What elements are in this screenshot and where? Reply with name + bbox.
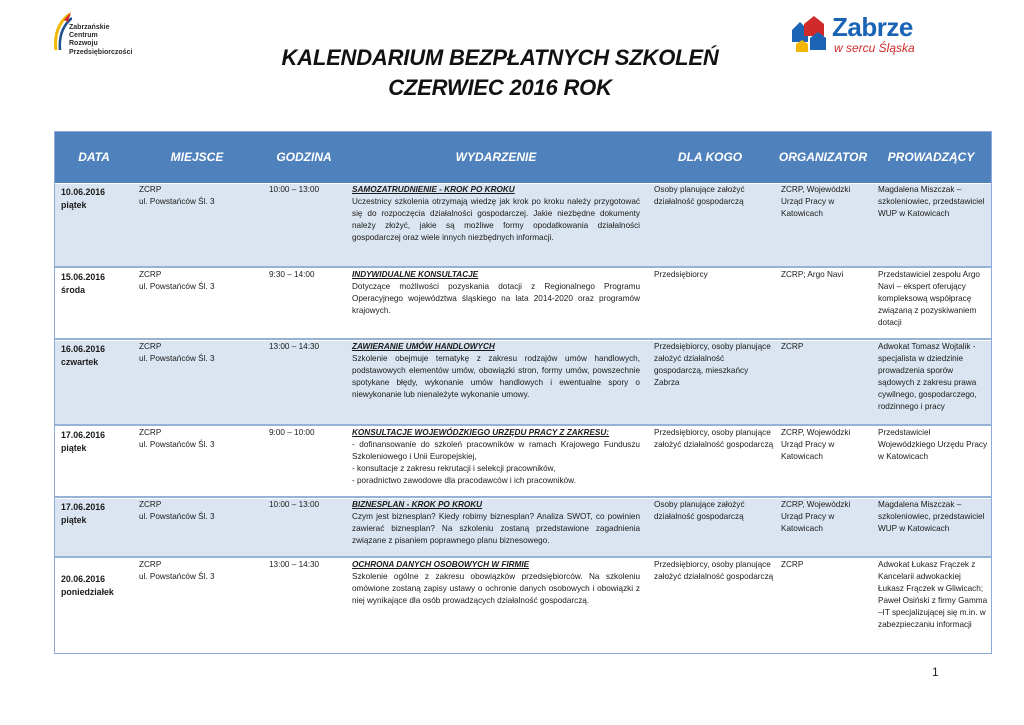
place-address: ul. Powstańców Śl. 3 bbox=[139, 512, 215, 521]
row-organizer: ZCRP bbox=[781, 560, 804, 569]
row-lead: Adwokat Łukasz Frączek z Kancelarii adwokackiej Łukasz Frączek w Gliwicach; Paweł Osiński z firmy Gamma –IT specjalizującej się m.in. w zabezpieczaniu informacji bbox=[878, 560, 988, 629]
page-number: 1 bbox=[932, 665, 939, 679]
row-place bbox=[139, 184, 261, 208]
row-event bbox=[352, 341, 640, 401]
table-header bbox=[55, 132, 991, 183]
col-header-lead: PROWADZĄCY bbox=[887, 150, 975, 164]
day-text: piątek bbox=[61, 515, 87, 525]
col-header-event: WYDARZENIE bbox=[455, 150, 537, 164]
day-text: czwartek bbox=[61, 357, 99, 367]
event-title: OCHRONA DANYCH OSOBOWYCH W FIRMIE bbox=[352, 560, 530, 569]
row-time: 10:00 – 13:00 bbox=[269, 185, 320, 194]
row-date bbox=[61, 429, 131, 455]
event-description: Czym jest biznesplan? Kiedy robimy biznesplan? Analiza SWOT, co powinien zawierać biznesplan? Na szkoleniu zostaną przedstawione zagadnienia związane z pisaniem poprawnego planu biznesowego. bbox=[352, 512, 640, 545]
event-title: KONSULTACJE WOJEWÓDZKIEGO URZĘDU PRACY Z ZAKRESU: bbox=[352, 428, 610, 437]
row-event bbox=[352, 559, 640, 607]
row-place bbox=[139, 427, 261, 451]
row-audience: Przedsiębiorcy, osoby planujące założyć działalność gospodarczą, mieszkańcy Zabrza bbox=[654, 342, 771, 387]
row-lead: Przedstawiciel Wojewódzkiego Urzędu Pracy w Katowicach bbox=[878, 428, 988, 461]
event-bullet: - dofinansowanie do szkoleń pracowników w ramach Krajowego Funduszu Szkoleniowego i Unii Europejskiej, bbox=[352, 440, 640, 461]
table-row bbox=[55, 183, 991, 267]
day-text: piątek bbox=[61, 200, 87, 210]
row-lead: Adwokat Tomasz Wojtalik - specjalista w dziedzinie prowadzenia sporów sądowych z zakresu prawa cywilnego, gospodarczego, rodzinnego i pracy bbox=[878, 342, 977, 411]
row-time: 9:30 – 14:00 bbox=[269, 270, 315, 279]
zabrze-wordmark: Zabrze bbox=[832, 12, 913, 42]
event-description: Uczestnicy szkolenia otrzymają wiedzę jak krok po kroku należy przygotować się do rozpoczęcia działalności gospodarczej. Jakie niezbędne dokumenty należy złożyć, jakie są możliwe formy opodatkowania działalności gospodarczej oraz wiele innych niezbędnych informacji. bbox=[352, 197, 640, 242]
row-audience: Przedsiębiorcy bbox=[654, 270, 708, 279]
col-header-time: GODZINA bbox=[276, 150, 332, 164]
date-text: 16.06.2016 bbox=[61, 344, 106, 354]
row-organizer: ZCRP, Wojewódzki Urząd Pracy w Katowicach bbox=[781, 500, 851, 533]
date-text: 17.06.2016 bbox=[61, 430, 106, 440]
row-audience: Osoby planujące założyć działalność gospodarczą bbox=[654, 500, 745, 521]
schedule-table bbox=[54, 131, 992, 654]
zcrp-line-3: Rozwoju bbox=[69, 40, 98, 48]
place-name: ZCRP bbox=[139, 500, 162, 509]
place-address: ul. Powstańców Śl. 3 bbox=[139, 354, 215, 363]
event-title: SAMOZATRUDNIENIE - KROK PO KROKU bbox=[352, 185, 515, 194]
row-event bbox=[352, 427, 640, 487]
row-place bbox=[139, 269, 261, 293]
event-bullet: - poradnictwo zawodowe dla pracodawców i ich pracowników. bbox=[352, 476, 576, 485]
table-row bbox=[55, 426, 991, 496]
table-row bbox=[55, 340, 991, 424]
row-date bbox=[61, 343, 131, 369]
document-subtitle: CZERWIEC 2016 ROK bbox=[388, 75, 612, 100]
place-address: ul. Powstańców Śl. 3 bbox=[139, 572, 215, 581]
row-time: 9:00 – 10:00 bbox=[269, 428, 315, 437]
place-address: ul. Powstańców Śl. 3 bbox=[139, 197, 215, 206]
event-title: ZAWIERANIE UMÓW HANDLOWYCH bbox=[352, 342, 495, 351]
table-row bbox=[55, 268, 991, 338]
row-time: 13:00 – 14:30 bbox=[269, 342, 320, 351]
table-row bbox=[55, 498, 991, 556]
place-name: ZCRP bbox=[139, 560, 162, 569]
row-event bbox=[352, 269, 640, 317]
place-address: ul. Powstańców Śl. 3 bbox=[139, 440, 215, 449]
col-header-place: MIEJSCE bbox=[170, 150, 224, 164]
row-event bbox=[352, 499, 640, 547]
row-place bbox=[139, 559, 261, 583]
col-header-date: DATA bbox=[78, 150, 110, 164]
place-name: ZCRP bbox=[139, 428, 162, 437]
row-date bbox=[61, 271, 131, 297]
row-lead: Magdalena Miszczak – szkoleniowiec, przedstawiciel WUP w Katowicach bbox=[878, 500, 985, 533]
row-audience: Osoby planujące założyć działalność gospodarczą bbox=[654, 185, 745, 206]
zcrp-line-2: Centrum bbox=[69, 32, 98, 40]
row-date bbox=[61, 501, 131, 527]
event-description: Dotyczące możliwości pozyskania dotacji z Regionalnego Programu Operacyjnego województwa śląskiego na lata 2014-2020 oraz programów krajowych. bbox=[352, 282, 640, 315]
row-audience: Przedsiębiorcy, osoby planujące założyć działalność gospodarczą bbox=[654, 428, 774, 449]
document-title: KALENDARIUM BEZPŁATNYCH SZKOLEŃ bbox=[281, 45, 719, 70]
date-text: 15.06.2016 bbox=[61, 272, 106, 282]
col-header-organizer: ORGANIZATOR bbox=[778, 150, 868, 164]
event-description: Szkolenie obejmuje tematykę z zakresu rodzajów umów handlowych, podstawowych elementów umów, obowiązki stron, formy umów, powszechnie spotykane błędy, wykonanie umów handlowych i ewentualne spory o niewykonanie lub nienależyte wykonanie umowy. bbox=[352, 354, 640, 399]
event-title: BIZNESPLAN - KROK PO KROKU bbox=[352, 500, 483, 509]
date-text: 20.06.2016 bbox=[61, 574, 106, 584]
col-header-audience: DLA KOGO bbox=[677, 150, 743, 164]
row-organizer: ZCRP, Wojewódzki Urząd Pracy w Katowicach bbox=[781, 428, 851, 461]
zcrp-line-1: Zabrzańskie bbox=[69, 24, 110, 31]
row-audience: Przedsiębiorcy, osoby planujące założyć działalność gospodarczą bbox=[654, 560, 774, 581]
row-lead: Przedstawiciel zespołu Argo Navi – ekspert oferujący kompleksową współpracę związaną z pozyskiwaniem dotacji bbox=[878, 270, 980, 327]
event-title: INDYWIDUALNE KONSULTACJE bbox=[352, 270, 479, 279]
row-organizer: ZCRP, Wojewódzki Urząd Pracy w Katowicach bbox=[781, 185, 851, 218]
row-date bbox=[61, 186, 131, 212]
row-date bbox=[61, 573, 131, 599]
day-text: poniedziałek bbox=[61, 587, 114, 597]
event-bullet: - konsultacje z zakresu rekrutacji i selekcji pracowników, bbox=[352, 464, 556, 473]
day-text: środa bbox=[61, 285, 85, 295]
row-place bbox=[139, 341, 261, 365]
row-place bbox=[139, 499, 261, 523]
row-event bbox=[352, 184, 640, 244]
table-row bbox=[55, 558, 991, 653]
date-text: 17.06.2016 bbox=[61, 502, 106, 512]
row-lead: Magdalena Miszczak – szkoleniowiec, przedstawiciel WUP w Katowicach bbox=[878, 185, 985, 218]
row-organizer: ZCRP; Argo Navi bbox=[781, 270, 844, 279]
zcrp-line-4: Przedsiębiorczości bbox=[69, 48, 133, 56]
place-name: ZCRP bbox=[139, 185, 162, 194]
place-name: ZCRP bbox=[139, 342, 162, 351]
row-time: 13:00 – 14:30 bbox=[269, 560, 320, 569]
row-time: 10:00 – 13:00 bbox=[269, 500, 320, 509]
day-text: piątek bbox=[61, 443, 87, 453]
zabrze-tagline: w sercu Śląska bbox=[834, 41, 915, 55]
event-description: Szkolenie ogólne z zakresu obowiązków przedsiębiorców. Na szkoleniu omówione zostaną zapisy ustawy o ochronie danych osobowych i obowiązki z niej wynikające dla osób prowadzących działalność gospodarczą. bbox=[352, 572, 640, 605]
place-address: ul. Powstańców Śl. 3 bbox=[139, 282, 215, 291]
row-organizer: ZCRP bbox=[781, 342, 804, 351]
date-text: 10.06.2016 bbox=[61, 187, 106, 197]
place-name: ZCRP bbox=[139, 270, 162, 279]
